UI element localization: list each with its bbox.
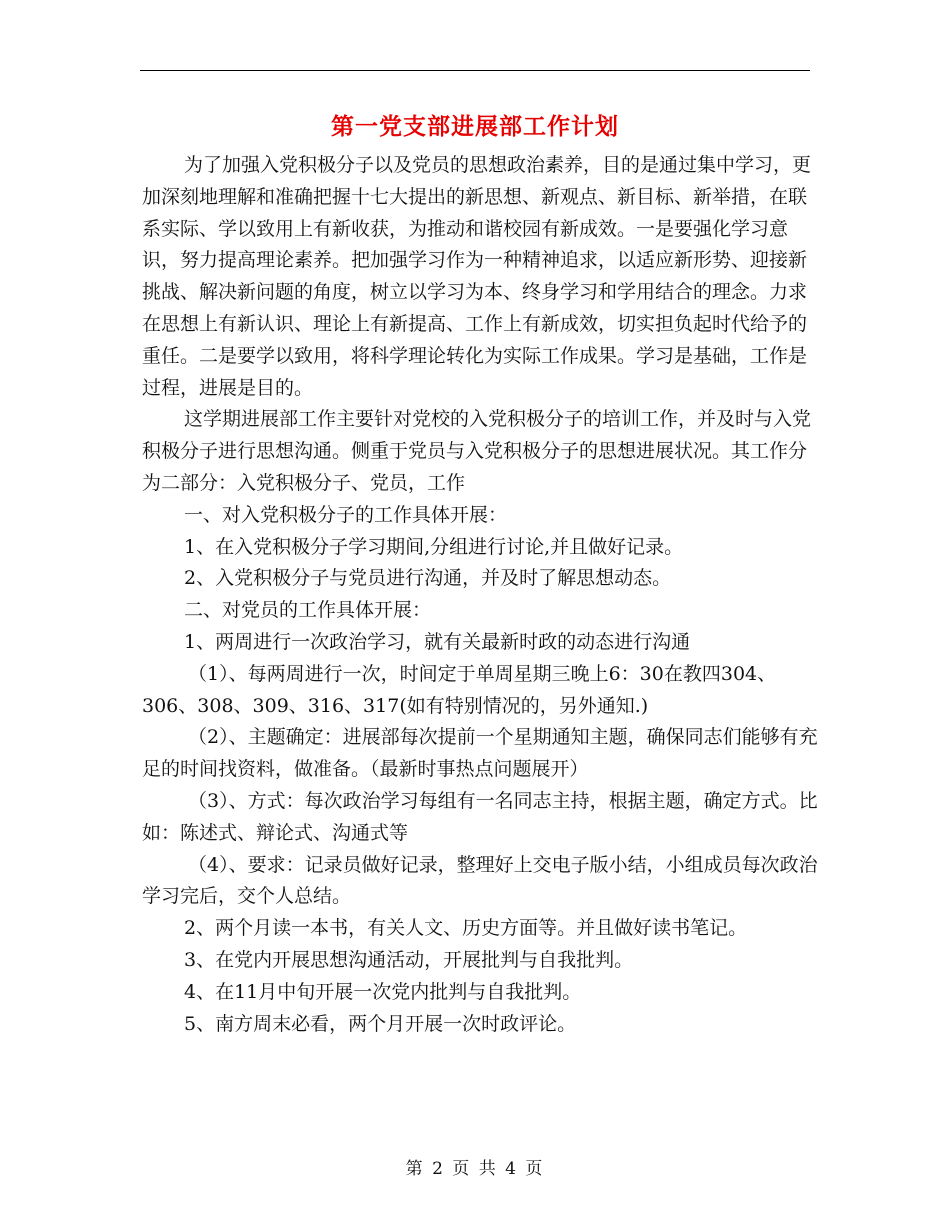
sub-list-item: （3）、方式：每次政治学习每组有一名同志主持，根据主题，确定方式。比如：陈述式、辩论式、沟通式等	[142, 789, 818, 844]
sub-list-item: （2）、主题确定：进展部每次提前一个星期通知主题，确保同志们能够有充足的时间找资料，做准备。（最新时事热点问题展开）	[142, 726, 818, 781]
list-item: 1、在入党积极分子学习期间,分组进行讨论,并且做好记录。	[184, 535, 684, 558]
header-rule	[140, 70, 810, 71]
list-item: 2、两个月读一本书，有关人文、历史方面等。并且做好读书笔记。	[184, 917, 748, 940]
intro-paragraph: 为了加强入党积极分子以及党员的思想政治素养，目的是通过集中学习，更加深刻地理解和准确把握十七大提出的新思想、新观点、新目标、新举措，在联系实际、学以致用上有新收获，为推动和谐校园有新成效。一是要强化学习意识，努力提高理论素养。把加强学习作为一种精神追求，以适应新形势、迎接新挑战、解决新问题的角度，树立以学习为本、终身学习和学用结合的理念。力求在思想上有新认识、理论上有新提高、工作上有新成效，切实担负起时代给予的重任。二是要学以致用，将科学理论转化为实际工作成果。学习是基础，工作是过程，进展是目的。	[142, 154, 812, 399]
list-item: 2、入党积极分子与党员进行沟通，并及时了解思想动态。	[184, 567, 672, 590]
list-item: 5、南方周末必看，两个月开展一次时政评论。	[184, 1012, 577, 1035]
list-item: 3、在党内开展思想沟通活动，开展批判与自我批判。	[184, 948, 634, 971]
list-item: 4、在11月中旬开展一次党内批判与自我批判。	[184, 980, 582, 1003]
section-heading-activists: 一、对入党积极分子的工作具体开展：	[184, 503, 508, 526]
list-item: 1、两周进行一次政治学习，就有关最新时政的动态进行沟通	[184, 630, 691, 653]
sub-list-item: （1）、每两周进行一次，时间定于单周星期三晚上6：30在教四304、306、308、309、316、317(如有特别情况的，另外通知.)	[142, 662, 777, 717]
sub-list-item: （4）、要求：记录员做好记录，整理好上交电子版小结，小组成员每次政治学习完后，交个人总结。	[142, 853, 818, 908]
document-body	[142, 150, 822, 1040]
scope-paragraph: 这学期进展部工作主要针对党校的入党积极分子的培训工作，并及时与入党积极分子进行思想沟通。侧重于党员与入党积极分子的思想进展状况。其工作分为二部分：入党积极分子、党员，工作	[142, 408, 812, 494]
document-title: 第一党支部进展部工作计划	[331, 113, 619, 140]
page-number-footer: 第 2 页 共 4 页	[405, 1159, 545, 1179]
section-heading-members: 二、对党员的工作具体开展：	[184, 599, 432, 622]
